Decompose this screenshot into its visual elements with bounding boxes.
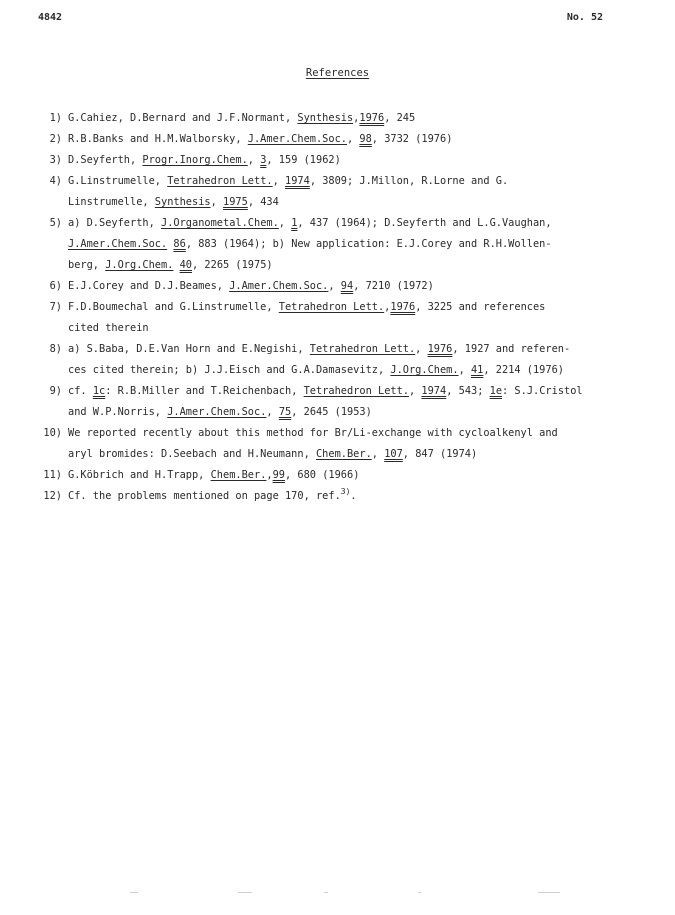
citation-text: ,: [247, 154, 261, 166]
citation-text: ,: [272, 175, 285, 187]
citation-text: berg,: [68, 259, 106, 271]
reference-number: 9): [49, 385, 62, 397]
citation-text: cf.: [68, 385, 93, 397]
journal-title: Tetrahedron Lett.: [303, 385, 409, 397]
references-heading: References: [305, 67, 370, 79]
citation-text: , 847 (1974): [402, 448, 478, 460]
volume-number: 1975: [223, 196, 248, 208]
reference-line: [68, 465, 638, 486]
volume-number: 1: [291, 217, 298, 229]
citation-text: Linstrumelle,: [68, 196, 155, 208]
citation-text: a) D.Seyferth,: [68, 217, 161, 229]
journal-title: J.Amer.Chem.Soc.: [167, 406, 267, 418]
reference-number: 6): [49, 280, 62, 292]
reference-item: [38, 381, 638, 423]
scan-artifacts: [0, 892, 675, 902]
citation-text: ces cited therein; b) J.J.Eisch and G.A.Damasevitz,: [68, 364, 391, 376]
reference-list: [38, 108, 638, 507]
reference-line: [68, 276, 638, 297]
journal-title: Tetrahedron Lett.: [278, 301, 385, 313]
citation-text: R.B.Banks and H.M.Walborsky,: [68, 133, 248, 145]
citation-text: cited therein: [68, 322, 149, 334]
reference-text: [68, 213, 638, 276]
reference-number: 1): [49, 112, 62, 124]
volume-number: 1c: [92, 385, 106, 397]
journal-title: Chem.Ber.: [315, 448, 372, 460]
citation-text: G.Köbrich and H.Trapp,: [68, 469, 211, 481]
reference-line: [68, 213, 638, 234]
journal-title: J.Organometal.Chem.: [161, 217, 279, 229]
reference-line: [68, 360, 638, 381]
reference-item: [38, 486, 638, 507]
citation-text: G.Cahiez, D.Bernard and J.F.Normant,: [68, 112, 298, 124]
volume-number: 40: [179, 259, 193, 271]
reference-item: [38, 423, 638, 465]
citation-text: ,: [415, 343, 428, 355]
citation-text: ,: [266, 406, 279, 418]
journal-title: J.Amer.Chem.Soc.: [247, 133, 347, 145]
citation-text: , 2214 (1976): [483, 364, 564, 376]
citation-text: , 2265 (1975): [192, 259, 273, 271]
citation-text: G.Linstrumelle,: [68, 175, 168, 187]
volume-number: 75: [278, 406, 292, 418]
volume-number: 1e: [489, 385, 503, 397]
citation-text: , 3809; J.Millon, R.Lorne and G.: [309, 175, 509, 187]
reference-line: [68, 297, 638, 318]
citation-text: E.J.Corey and D.J.Beames,: [68, 280, 230, 292]
reference-line: [68, 423, 638, 444]
reference-line: [68, 234, 638, 255]
citation-text: , 543;: [446, 385, 490, 397]
journal-title: J.Amer.Chem.Soc.: [229, 280, 329, 292]
journal-title: J.Org.Chem.: [390, 364, 459, 376]
reference-number: 10): [43, 427, 62, 439]
citation-text: ,: [384, 301, 391, 313]
citation-text: , 883 (1964); b) New application: E.J.Corey and R.H.Wollen-: [185, 238, 552, 250]
issue-number: No. 52: [566, 12, 603, 23]
volume-number: 1976: [390, 301, 416, 313]
reference-line: [68, 255, 638, 276]
citation-text: , 7210 (1972): [353, 280, 434, 292]
journal-title: Progr.Inorg.Chem.: [142, 154, 248, 166]
citation-text: ,: [210, 196, 223, 208]
reference-line: [68, 381, 638, 402]
volume-number: 3: [260, 154, 267, 166]
reference-number: 4): [49, 175, 62, 187]
reference-text: [68, 465, 638, 486]
reference-text: [68, 171, 638, 213]
volume-number: 99: [272, 469, 285, 481]
reference-text: [68, 129, 638, 150]
volume-number: 41: [470, 364, 484, 376]
volume-number: 94: [340, 280, 354, 292]
journal-title: Synthesis: [297, 112, 354, 124]
citation-text: , 2645 (1953): [291, 406, 372, 418]
citation-text: , 245: [384, 112, 416, 124]
citation-text: ,: [266, 469, 273, 481]
citation-text: D.Seyferth,: [68, 154, 143, 166]
reference-number: 8): [49, 343, 62, 355]
citation-text: Cf. the problems mentioned on page 170, ref.: [68, 490, 341, 502]
reference-item: [38, 150, 638, 171]
citation-text: aryl bromides: D.Seebach and H.Neumann,: [68, 448, 316, 460]
reference-line: [68, 339, 638, 360]
reference-line: [68, 129, 638, 150]
reference-item: [38, 129, 638, 150]
citation-text: ,: [278, 217, 292, 229]
citation-text: , 1927 and referen-: [452, 343, 571, 355]
journal-title: J.Org.Chem.: [105, 259, 174, 271]
reference-number: 3): [49, 154, 62, 166]
reference-text: [68, 108, 638, 129]
citation-text: ,: [346, 133, 360, 145]
citation-text: a) S.Baba, D.E.Van Horn and E.Negishi,: [68, 343, 310, 355]
reference-text: [68, 486, 638, 507]
volume-number: 98: [359, 133, 372, 145]
citation-text: , 437 (1964); D.Seyferth and L.G.Vaughan,: [297, 217, 552, 229]
citation-text: F.D.Boumechal and G.Linstrumelle,: [68, 301, 279, 313]
citation-text: , 680 (1966): [285, 469, 360, 481]
citation-text: ,: [371, 448, 385, 460]
footnote-ref: 3): [340, 487, 351, 496]
reference-line: [68, 108, 638, 129]
reference-item: [38, 297, 638, 339]
reference-text: [68, 381, 638, 423]
reference-number: 12): [43, 490, 62, 502]
reference-line: [68, 171, 638, 192]
journal-title: Tetrahedron Lett.: [167, 175, 273, 187]
journal-title: Chem.Ber.: [210, 469, 267, 481]
volume-number: 1974: [285, 175, 310, 187]
reference-item: [38, 171, 638, 213]
citation-text: , 159 (1962): [266, 154, 341, 166]
citation-text: We reported recently about this method for Br/Li-exchange with cycloalkenyl and: [68, 427, 558, 439]
reference-number: 11): [43, 469, 62, 481]
reference-text: [68, 339, 638, 381]
citation-text: ,: [328, 280, 341, 292]
citation-text: ,: [409, 385, 422, 397]
citation-text: : R.B.Miller and T.Reichenbach,: [105, 385, 304, 397]
reference-line: [68, 192, 638, 213]
volume-number: 107: [384, 448, 403, 460]
journal-title: Synthesis: [154, 196, 211, 208]
reference-item: [38, 213, 638, 276]
reference-line: [68, 486, 638, 507]
reference-item: [38, 276, 638, 297]
volume-number: 1974: [421, 385, 447, 397]
reference-text: [68, 150, 638, 171]
reference-text: [68, 423, 638, 465]
reference-number: 7): [49, 301, 62, 313]
reference-number: 5): [49, 217, 62, 229]
reference-item: [38, 465, 638, 486]
citation-text: , 3225 and references: [415, 301, 546, 313]
volume-number: 1976: [359, 112, 385, 124]
journal-title: Tetrahedron Lett.: [309, 343, 416, 355]
citation-text: and W.P.Norris,: [68, 406, 168, 418]
reference-line: [68, 402, 638, 423]
journal-title: J.Amer.Chem.Soc.: [68, 238, 168, 250]
reference-line: [68, 444, 638, 465]
volume-number: 86: [173, 238, 186, 250]
volume-number: 1976: [427, 343, 453, 355]
reference-line: [68, 150, 638, 171]
citation-text: ,: [458, 364, 471, 376]
reference-number: 2): [49, 133, 62, 145]
citation-text: .: [350, 490, 357, 502]
reference-text: [68, 297, 638, 339]
reference-item: [38, 108, 638, 129]
citation-text: ,: [353, 112, 360, 124]
citation-text: , 3732 (1976): [371, 133, 453, 145]
reference-line: [68, 318, 638, 339]
reference-text: [68, 276, 638, 297]
citation-text: : S.J.Cristol: [502, 385, 583, 397]
citation-text: , 434: [247, 196, 279, 208]
page-number: 4842: [38, 12, 63, 23]
reference-item: [38, 339, 638, 381]
